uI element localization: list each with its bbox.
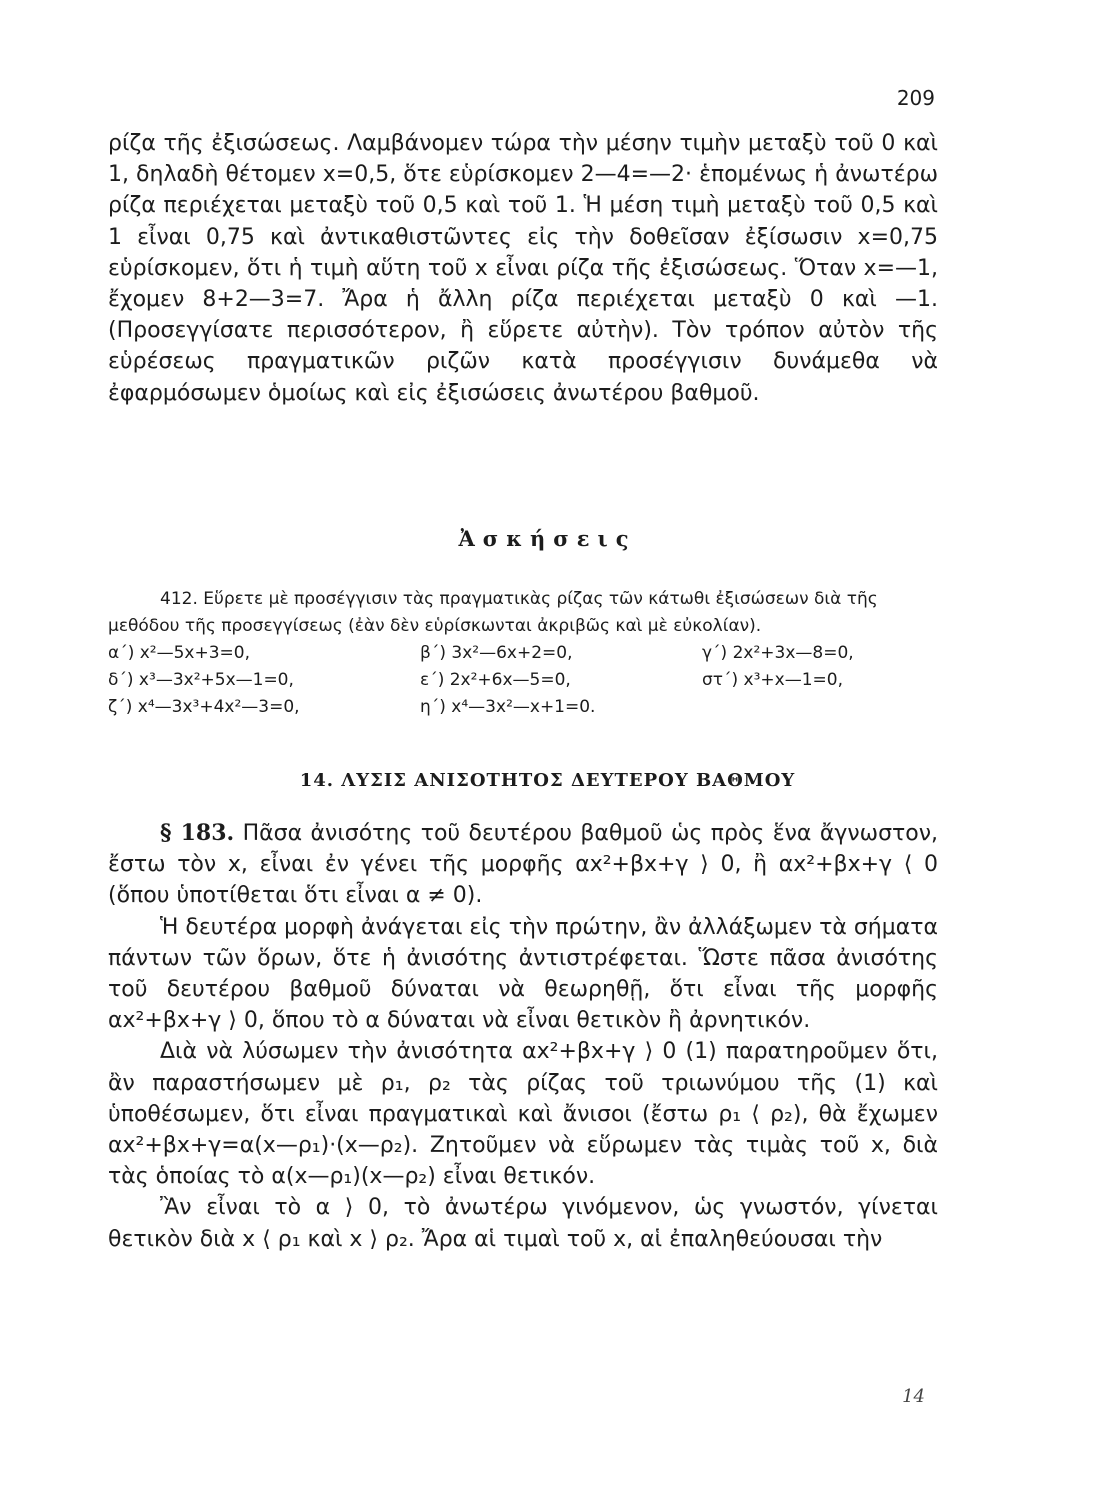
exercise-list: [108, 586, 938, 721]
signature-mark: 14: [902, 1386, 925, 1407]
section-paragraph-2: Ἡ δευτέρα μορφὴ ἀνάγεται εἰς τὴν πρώτην, ἂν ἀλλάξωμεν τὰ σήματα πάντων τῶν ὅρων, ὅτε ἡ ἀνισότης ἀντιστρέφεται. Ὥστε πᾶσα ἀνισότης τοῦ δευτέρου βαθμοῦ δύναται νὰ θεωρηθῇ, ὅτι εἶναι τῆς μορφῆς αx²+βx+γ ⟩ 0, ὅπου τὸ α δύναται νὰ εἶναι θετικὸν ἢ ἀρνητικόν.: [108, 914, 938, 1034]
exercises-heading: Ἀσκήσεις: [458, 526, 637, 551]
exercise-item: ζ΄) x⁴—3x³+4x²—3=0,: [108, 697, 300, 717]
exercise-item: ε΄) 2x²+6x—5=0,: [420, 670, 571, 690]
section-title: 14. ΛΥΣΙΣ ΑΝΙΣΟΤΗΤΟΣ ΔΕΥΤΕΡΟΥ ΒΑΘΜΟΥ: [299, 770, 796, 791]
exercise-item: στ΄) x³+x—1=0,: [702, 670, 844, 690]
section-paragraph-4: Ἂν εἶναι τὸ α ⟩ 0, τὸ ἀνωτέρω γινόμενον, ὡς γνωστόν, γίνεται θετικὸν διὰ x ⟨ ρ₁ καὶ x ⟩ ρ₂. Ἄρα αἱ τιμαὶ τοῦ x, αἱ ἐπαληθεύουσαι τὴν: [108, 1195, 938, 1252]
exercise-item: η΄) x⁴—3x²—x+1=0.: [420, 697, 596, 717]
exercise-row: [108, 640, 938, 667]
section-paragraph-3: Διὰ νὰ λύσωμεν τὴν ἀνισότητα αx²+βx+γ ⟩ 0 (1) παρατηροῦμεν ὅτι, ἂν παραστήσωμεν μὲ ρ₁, ρ₂ τὰς ρίζας τοῦ τριωνύμου τῆς (1) καὶ ὑποθέσωμεν, ὅτι εἶναι πραγματικαὶ καὶ ἄνισοι (ἔστω ρ₁ ⟨ ρ₂), θὰ ἔχωμεν αx²+βx+γ=α(x—ρ₁)·(x—ρ₂). Ζητοῦμεν νὰ εὕρωμεν τὰς τιμὰς τοῦ x, διὰ τὰς ὁποίας τὸ α(x—ρ₁)(x—ρ₂) εἶναι θετικόν.: [108, 1039, 938, 1190]
page-number: 209: [896, 86, 935, 110]
exercise-intro: 412. Εὕρετε μὲ προσέγγισιν τὰς πραγματικὰς ρίζας τῶν κάτωθι ἐξισώσεων διὰ τῆς μεθόδου τῆς προσεγγίσεως (ἐὰν δὲν εὑρίσκωνται ἀκριβῶς καὶ μὲ εὐκολίαν).: [108, 589, 878, 636]
exercise-row: [108, 694, 938, 721]
exercise-item: α΄) x²—5x+3=0,: [108, 643, 251, 663]
section-number: § 183.: [160, 820, 235, 846]
exercise-item: δ΄) x³—3x²+5x—1=0,: [108, 670, 294, 690]
exercise-item: γ΄) 2x²+3x—8=0,: [702, 643, 854, 663]
section-paragraph-1: [108, 818, 938, 912]
section-body: [108, 818, 938, 1255]
exercise-row: [108, 667, 938, 694]
intro-paragraph: ρίζα τῆς ἐξισώσεως. Λαμβάνομεν τώρα τὴν μέσην τιμὴν μεταξὺ τοῦ 0 καὶ 1, δηλαδὴ θέτομεν x=0,5, ὅτε εὑρίσκομεν 2—4=—2· ἑπομένως ἡ ἀνωτέρω ρίζα περιέχεται μεταξὺ τοῦ 0,5 καὶ τοῦ 1. Ἡ μέση τιμὴ μεταξὺ τοῦ 0,5 καὶ 1 εἶναι 0,75 καὶ ἀντικαθιστῶντες εἰς τὴν δοθεῖσαν ἐξίσωσιν x=0,75 εὑρίσκομεν, ὅτι ἡ τιμὴ αὕτη τοῦ x εἶναι ρίζα τῆς ἐξισώσεως. Ὅταν x=—1, ἔχομεν 8+2—3=7. Ἄρα ἡ ἄλλη ρίζα περιέχεται μεταξὺ 0 καὶ —1. (Προσεγγίσατε περισσότερον, ἢ εὕρετε αὐτὴν). Τὸν τρόπον αὐτὸν τῆς εὑρέσεως πραγματικῶν ριζῶν κατὰ προσέγγισιν δυνάμεθα νὰ ἐφαρμόσωμεν ὁμοίως καὶ εἰς ἐξισώσεις ἀνωτέρου βαθμοῦ.: [108, 131, 938, 406]
intro-paragraph-block: [108, 128, 938, 409]
section-paragraph-1-text: Πᾶσα ἀνισότης τοῦ δευτέρου βαθμοῦ ὡς πρὸς ἕνα ἄγνωστον, ἔστω τὸν x, εἶναι ἐν γένει τῆς μορφῆς αx²+βx+γ ⟩ 0, ἢ αx²+βx+γ ⟨ 0 (ὅπου ὑποτίθεται ὅτι εἶναι α ≠ 0).: [108, 821, 939, 909]
exercise-item: β΄) 3x²—6x+2=0,: [420, 643, 573, 663]
